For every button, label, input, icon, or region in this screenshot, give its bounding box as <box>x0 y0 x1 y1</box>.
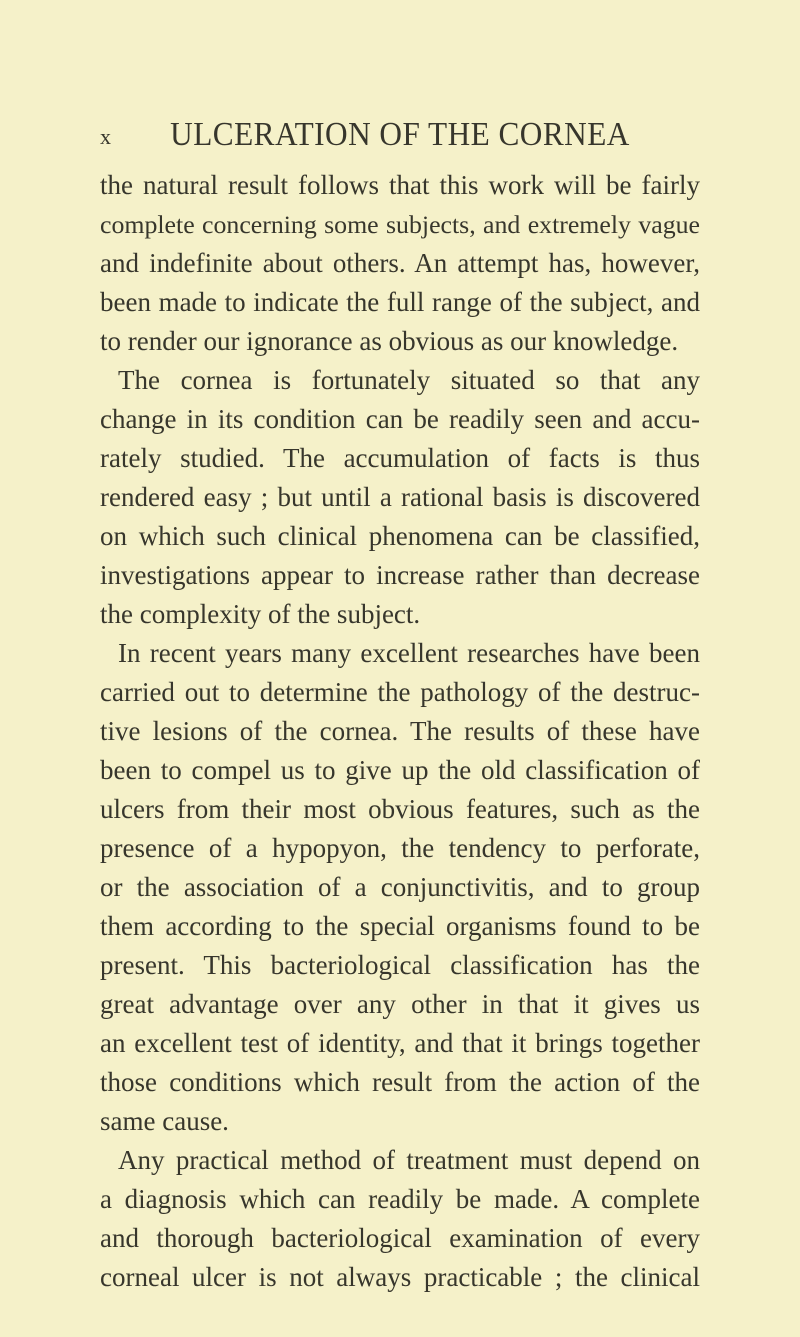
text-line: been to compel us to give up the old classification of <box>100 755 700 785</box>
running-header <box>100 116 700 160</box>
text-line: change in its condition can be readily seen and accu- <box>100 404 700 434</box>
text-line: or the association of a conjunctivitis, and to group <box>100 872 700 902</box>
text-line: complete concerning some subjects, and extremely vague <box>100 210 700 239</box>
text-line: In recent years many excellent researches have been <box>118 638 700 668</box>
page-body-text <box>100 166 700 1297</box>
text-line: to render our ignorance as obvious as our knowledge. <box>100 326 679 356</box>
text-line: those conditions which result from the action of the <box>100 1067 700 1097</box>
text-line: tive lesions of the cornea. The results of these have <box>100 716 700 746</box>
text-line: a diagnosis which can readily be made. A complete <box>100 1184 700 1214</box>
text-line: an excellent test of identity, and that it brings together <box>100 1028 700 1058</box>
text-line: corneal ulcer is not always practicable ; the clinical <box>100 1262 700 1292</box>
text-line: great advantage over any other in that it gives us <box>100 989 700 1019</box>
text-line: and indefinite about others. An attempt has, however, <box>100 248 700 278</box>
text-line: same cause. <box>100 1106 229 1136</box>
text-line: rately studied. The accumulation of facts is thus <box>100 443 700 473</box>
text-line: them according to the special organisms found to be <box>100 911 700 941</box>
text-line: carried out to determine the pathology of the destruc- <box>100 677 700 707</box>
text-line: ulcers from their most obvious features, such as the <box>100 794 700 824</box>
text-line: been made to indicate the full range of the subject, and <box>100 287 700 317</box>
text-line: on which such clinical phenomena can be classified, <box>100 521 700 551</box>
text-line: the complexity of the subject. <box>100 599 421 629</box>
text-line: and thorough bacteriological examination of every <box>100 1223 700 1253</box>
running-title: ULCERATION OF THE CORNEA <box>170 116 630 153</box>
text-line: The cornea is fortunately situated so that any <box>118 365 700 395</box>
text-line: present. This bacteriological classification has the <box>100 950 700 980</box>
text-line: investigations appear to increase rather than decrease <box>100 560 700 590</box>
text-line: the natural result follows that this work will be fairly <box>100 170 700 200</box>
text-line: rendered easy ; but until a rational basis is discovered <box>100 482 700 512</box>
page-number: x <box>100 124 111 149</box>
text-line: Any practical method of treatment must depend on <box>118 1145 700 1175</box>
text-line: presence of a hypopyon, the tendency to perforate, <box>100 833 700 863</box>
